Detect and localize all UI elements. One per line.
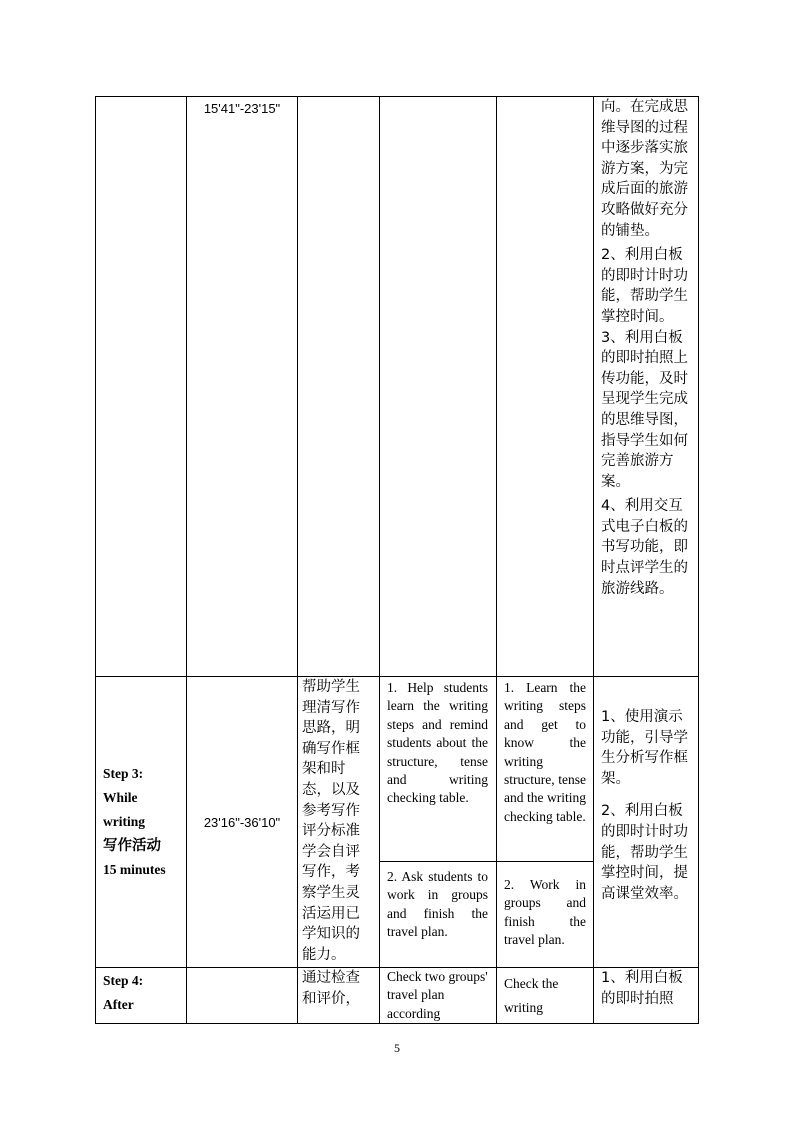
student-activity: Check the writing bbox=[504, 976, 559, 1015]
purpose-cell bbox=[298, 968, 380, 1024]
time-cell bbox=[187, 677, 298, 968]
tech-paragraph: 1、使用演示功能，引导学生分析写作框架。 bbox=[601, 709, 688, 787]
teacher-activity-cell bbox=[380, 677, 497, 968]
purpose-cell bbox=[298, 97, 380, 677]
tech-paragraph: 2、利用白板的即时计时功能，帮助学生掌控时间，提高课堂效率。 bbox=[601, 803, 688, 902]
student-activity-cell bbox=[497, 968, 594, 1024]
student-activity-2: 2. Work in groups and finish the travel plan. bbox=[504, 877, 586, 948]
step-cell bbox=[96, 97, 187, 677]
page-number: 5 bbox=[394, 1041, 400, 1055]
tech-cell bbox=[594, 97, 699, 677]
tech-paragraph: 4、利用交互式电子白板的书写功能，即时点评学生的旅游线路。 bbox=[601, 498, 688, 597]
teacher-activity-2: 2. Ask students to work in groups and finish the travel plan. bbox=[387, 869, 488, 940]
time-cell bbox=[187, 97, 298, 677]
purpose-text: 通过检查和评价， bbox=[302, 970, 360, 1007]
purpose-text: 帮助学生理清写作思路，明确写作框架和时态，以及参考写作评分标准学会自评写作，考察学生灵活运用已学知识的能力。 bbox=[302, 679, 360, 963]
student-activity-cell bbox=[497, 677, 594, 968]
tech-cell bbox=[594, 677, 699, 968]
teacher-activity-cell bbox=[380, 968, 497, 1024]
teacher-activity-cell bbox=[380, 97, 497, 677]
purpose-cell bbox=[298, 677, 380, 968]
time-range: 23'16"-36'10" bbox=[203, 814, 281, 830]
table-row-step4 bbox=[96, 968, 699, 1024]
teacher-activity-1: 1. Help students learn the writing steps and remind students about the structure, tense and writing checking table. bbox=[387, 680, 488, 806]
step-label: After bbox=[103, 997, 134, 1012]
tech-paragraph: 2、利用白板的即时计时功能，帮助学生掌控时间。3、利用白板的即时拍照上传功能，及时呈现学生完成的思维导图，指导学生如何完善旅游方案。 bbox=[601, 247, 688, 490]
tech-cell bbox=[594, 968, 699, 1024]
table-row-step2-continued bbox=[96, 97, 699, 677]
step-label: Step 4: bbox=[103, 973, 144, 988]
step-cell bbox=[96, 968, 187, 1024]
step-label: writing bbox=[103, 814, 145, 829]
student-activity-1: 1. Learn the writing steps and get to know the writing structure, tense and the writing checking table. bbox=[504, 680, 586, 824]
table-row-step3 bbox=[96, 677, 699, 968]
step-label: Step 3: bbox=[103, 766, 144, 781]
time-range: 15'41"-23'15" bbox=[203, 101, 281, 116]
teacher-activity: Check two groups' travel plan according bbox=[387, 969, 488, 1021]
step-label: While bbox=[103, 790, 138, 805]
lesson-plan-table bbox=[95, 96, 699, 1024]
step-cell bbox=[96, 677, 187, 968]
step-duration: 15 minutes bbox=[103, 862, 166, 877]
time-cell bbox=[187, 968, 298, 1024]
tech-paragraph: 向。在完成思维导图的过程中逐步落实旅游方案，为完成后面的旅游攻略做好充分的铺垫。 bbox=[601, 99, 688, 239]
step-label-cn: 写作活动 bbox=[103, 838, 161, 854]
tech-paragraph: 1、利用白板的即时拍照 bbox=[601, 970, 683, 1007]
student-activity-cell bbox=[497, 97, 594, 677]
